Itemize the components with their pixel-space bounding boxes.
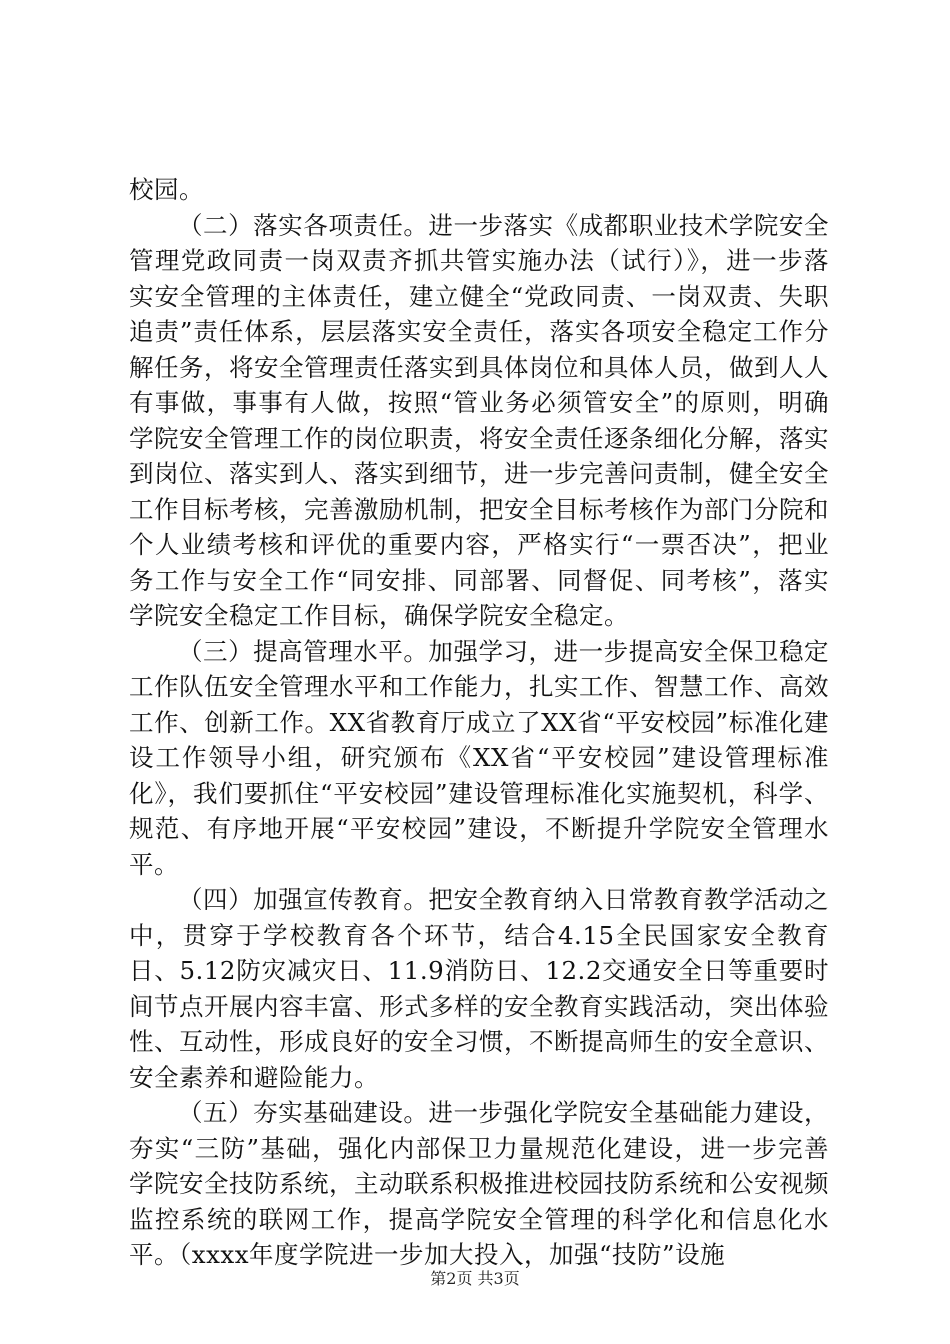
page-footer: 第2页 共3页 (430, 1269, 520, 1288)
paragraph-section-4: （四）加强宣传教育。把安全教育纳入日常教育教学活动之中，贯穿于学校教育各个环节，结合4.15全民国家安全教育日、5.12防灾减灾日、11.9消防日、12.2交通安全日等重要时间节点开展内容丰富、形式多样的安全教育实践活动，突出体验性、互动性，形成良好的安全习惯，不断提高师生的安全意识、安全素养和避险能力。 (129, 885, 829, 1092)
paragraph-section-3: （三）提高管理水平。加强学习，进一步提高安全保卫稳定工作队伍安全管理水平和工作能力，扎实工作、智慧工作、高效工作、创新工作。XX省教育厅成立了XX省“平安校园”标准化建设工作领导小组，研究颁布《XX省“平安校园”建设管理标准化》，我们要抓住“平安校园”建设管理标准化实施契机，科学、规范、有序地开展“平安校园”建设，不断提升学院安全管理水平。 (129, 636, 829, 879)
paragraph-section-5: （五）夯实基础建设。进一步强化学院安全基础能力建设，夯实“三防”基础，强化内部保卫力量规范化建设，进一步完善学院安全技防系统，主动联系积极推进校园技防系统和公安视频监控系统的联网工作，提高学院安全管理的科学化和信息化水平。（xxxx年度学院进一步加大投入，加强“技防”设施 (129, 1098, 829, 1269)
document-body (129, 172, 829, 1273)
paragraph-continuation: 校园。 (129, 175, 204, 204)
paragraph-section-2: （二）落实各项责任。进一步落实《成都职业技术学院安全管理党政同责一岗双责齐抓共管实施办法（试行）》，进一步落实安全管理的主体责任，建立健全“党政同责、一岗双责、失职追责”责任体系，层层落实安全责任，落实各项安全稳定工作分解任务，将安全管理责任落实到具体岗位和具体人员，做到人人有事做，事事有人做，按照“管业务必须管安全”的原则，明确学院安全管理工作的岗位职责，将安全责任逐条细化分解，落实到岗位、落实到人、落实到细节，进一步完善问责制，健全安全工作目标考核，完善激励机制，把安全目标考核作为部门分院和个人业绩考核和评优的重要内容，严格实行“一票否决”，把业务工作与安全工作“同安排、同部署、同督促、同考核”，落实学院安全稳定工作目标，确保学院安全稳定。 (129, 210, 829, 630)
